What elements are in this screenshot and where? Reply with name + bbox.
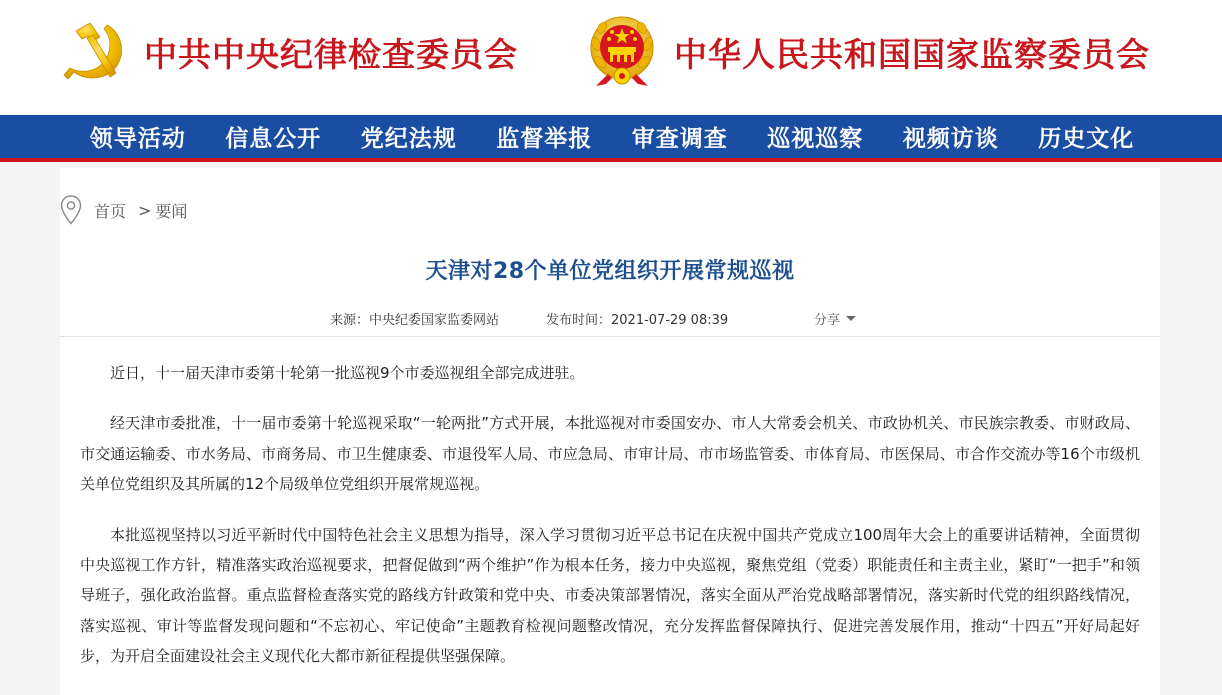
nav-item-info-disclosure[interactable]: 信息公开 [225, 125, 322, 152]
article-paragraph: 经天津市委批准，十一届市委第十轮巡视采取“一轮两批”方式开展，本批巡视对市委国安办、市人大常委会机关、市政协机关、市民族宗教委、市财政局、市交通运输委、市水务局、市商务局、市卫生健康委、市退役军人局、市应急局、市审计局、市市场监管委、市体育局、市医保局、市合作交流办等16个市级机关单位党组织及其所属的12个局级单位党组织开展常规巡视。 [80, 414, 1140, 494]
article-publish-time: 发布时间：2021-07-29 08:39 [546, 313, 729, 328]
article-meta [60, 309, 1160, 329]
share-label: 分享 [814, 313, 841, 328]
location-pin-icon [60, 195, 82, 225]
article-body [80, 358, 1140, 692]
nsc-name: 中华人民共和国国家监察委员会 [674, 34, 1150, 74]
site-header [0, 0, 1222, 115]
nav-item-investigation[interactable]: 审查调查 [631, 125, 728, 152]
nav-item-report[interactable]: 监督举报 [496, 125, 593, 152]
main-nav [0, 115, 1222, 158]
article-source: 来源：中央纪委国家监委网站 [330, 313, 500, 328]
party-emblem-icon [60, 17, 130, 87]
article-title: 天津对28个单位党组织开展常规巡视 [425, 259, 795, 284]
breadcrumb-current[interactable]: 要闻 [155, 201, 188, 221]
article-paragraph: 近日，十一届天津市委第十轮第一批巡视9个市委巡视组全部完成进驻。 [110, 364, 585, 382]
breadcrumb-separator: > [138, 200, 152, 220]
nav-item-leadership[interactable]: 领导活动 [89, 125, 186, 152]
meta-divider [60, 336, 1160, 337]
breadcrumb [60, 194, 187, 226]
share-button[interactable] [814, 309, 856, 328]
breadcrumb-home[interactable]: 首页 [94, 201, 127, 221]
nav-items [70, 115, 1154, 158]
ccdi-brand[interactable] [60, 14, 518, 90]
nav-item-history[interactable]: 历史文化 [1038, 125, 1135, 152]
nsc-brand[interactable] [588, 14, 1150, 90]
chevron-down-icon [846, 316, 856, 321]
national-emblem-icon [588, 14, 656, 90]
article-container [60, 168, 1160, 695]
ccdi-name: 中共中央纪律检查委员会 [144, 34, 518, 74]
nav-item-video[interactable]: 视频访谈 [902, 125, 999, 152]
nav-item-inspection[interactable]: 巡视巡察 [767, 125, 864, 152]
article-paragraph: 本批巡视坚持以习近平新时代中国特色社会主义思想为指导，深入学习贯彻习近平总书记在庆祝中国共产党成立100周年大会上的重要讲话精神，全面贯彻中央巡视工作方针，精准落实政治巡视要求，把督促做到“两个维护”作为根本任务，接力中央巡视，聚焦党组（党委）职能责任和主责主业，紧盯“一把手”和领导班子，强化政治监督。重点监督检查落实党的路线方针政策和党中央、市委决策部署情况，落实全面从严治党战略部署情况，落实新时代党的组织路线情况，落实巡视、审计等监督发现问题和“不忘初心、牢记使命”主题教育检视问题整改情况，充分发挥监督保障执行、促进完善发展作用，推动“十四五”开好局起好步，为开启全面建设社会主义现代化大都市新征程提供坚强保障。 [80, 525, 1140, 666]
nav-item-regulations[interactable]: 党纪法规 [360, 125, 457, 152]
